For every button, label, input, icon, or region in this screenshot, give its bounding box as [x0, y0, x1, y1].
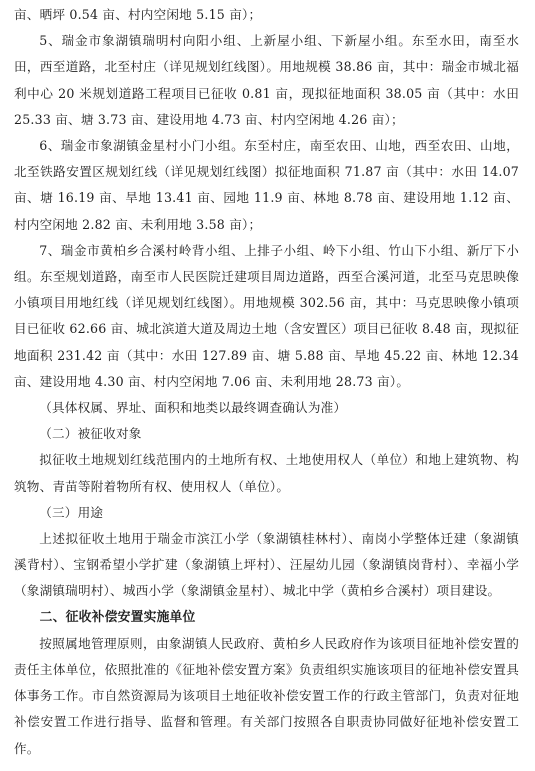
section-heading-implementing-unit: 二、征收补偿安置实施单位	[39, 609, 196, 625]
paragraph-expropriated-parties: 拟征收土地规划红线范围内的土地所有权、土地使用权人（单位）和地上建筑物、构筑物、青苗等附着物所有权、使用权人（单位）。	[14, 452, 519, 494]
paragraph-implementing-unit: 按照属地管理原则，由象湖镇人民政府、黄柏乡人民政府作为该项目征地补偿安置的责任主体单位，依照批准的《征地补偿安置方案》负责组织实施该项目的征地补偿安置具体事务工作。市自然资源局为该项目土地征收补偿安置工作的行政主管部门，负责对征地补偿安置工作进行指导、监督和管理。有关部门按照各自职责协同做好征地补偿安置工作。	[14, 635, 519, 756]
subheading-expropriated-parties: （二）被征收对象	[39, 426, 142, 442]
paragraph-item-6: 6、瑞金市象湖镇金星村小门小组。东至村庄，南至农田、山地，西至农田、山地，北至铁路安置区规划红线（详见规划红线图）拟征地面积 71.87 亩（其中：水田 14.07 亩、塘 16.19 亩、旱地 13.41 亩、园地 11.9 亩、林地 8.78 亩、建设用地 1.12 亩、村内空闲地 2.82 亩、未利用地 3.58 亩）；	[14, 138, 519, 232]
paragraph-purpose: 上述拟征收土地用于瑞金市滨江小学（象湖镇桂林村）、南岗小学整体迁建（象湖镇溪背村）、宝钢希望小学扩建（象湖镇上坪村）、汪屋幼儿园（象湖镇岗背村）、幸福小学（象湖镇瑞明村）、城西小学（象湖镇金星村）、城北中学（黄柏乡合溪村）项目建设。	[14, 531, 519, 599]
paragraph-note: （具体权属、界址、面积和地类以最终调查确认为准）	[39, 400, 347, 416]
paragraph-item-7: 7、瑞金市黄柏乡合溪村岭背小组、上排子小组、岭下小组、竹山下小组、新厅下小组。东至规划道路，南至市人民医院迁建项目周边道路，西至合溪河道，北至马克思映像小镇项目用地红线（详见规划红线图）。用地规模 302.56 亩，其中：马克思映像小镇项目已征收 62.66 亩、城北滨道大道及周边土地（含安置区）项目已征收 8.48 亩，现拟征地面积 231.42 亩（其中：水田 127.89 亩、塘 5.88 亩、旱地 45.22 亩、林地 12.34 亩、建设用地 4.30 亩、村内空闲地 7.06 亩、未利用地 28.73 亩）。	[14, 242, 519, 389]
subheading-purpose: （三）用途	[39, 504, 104, 520]
paragraph-item-5: 5、瑞金市象湖镇瑞明村向阳小组、上新屋小组、下新屋小组。东至水田，南至水田，西至道路，北至村庄（详见规划红线图）。用地规模 38.86 亩，其中：瑞金市城北福利中心 20 米规划道路工程项目已征收 0.81 亩，现拟征地面积 38.05 亩（其中：水田 25.33 亩、塘 3.73 亩、建设用地 4.73 亩、村内空闲地 4.26 亩）；	[14, 33, 519, 127]
paragraph-continuation: 亩、晒坪 0.54 亩、村内空闲地 5.15 亩）；	[14, 7, 262, 22]
